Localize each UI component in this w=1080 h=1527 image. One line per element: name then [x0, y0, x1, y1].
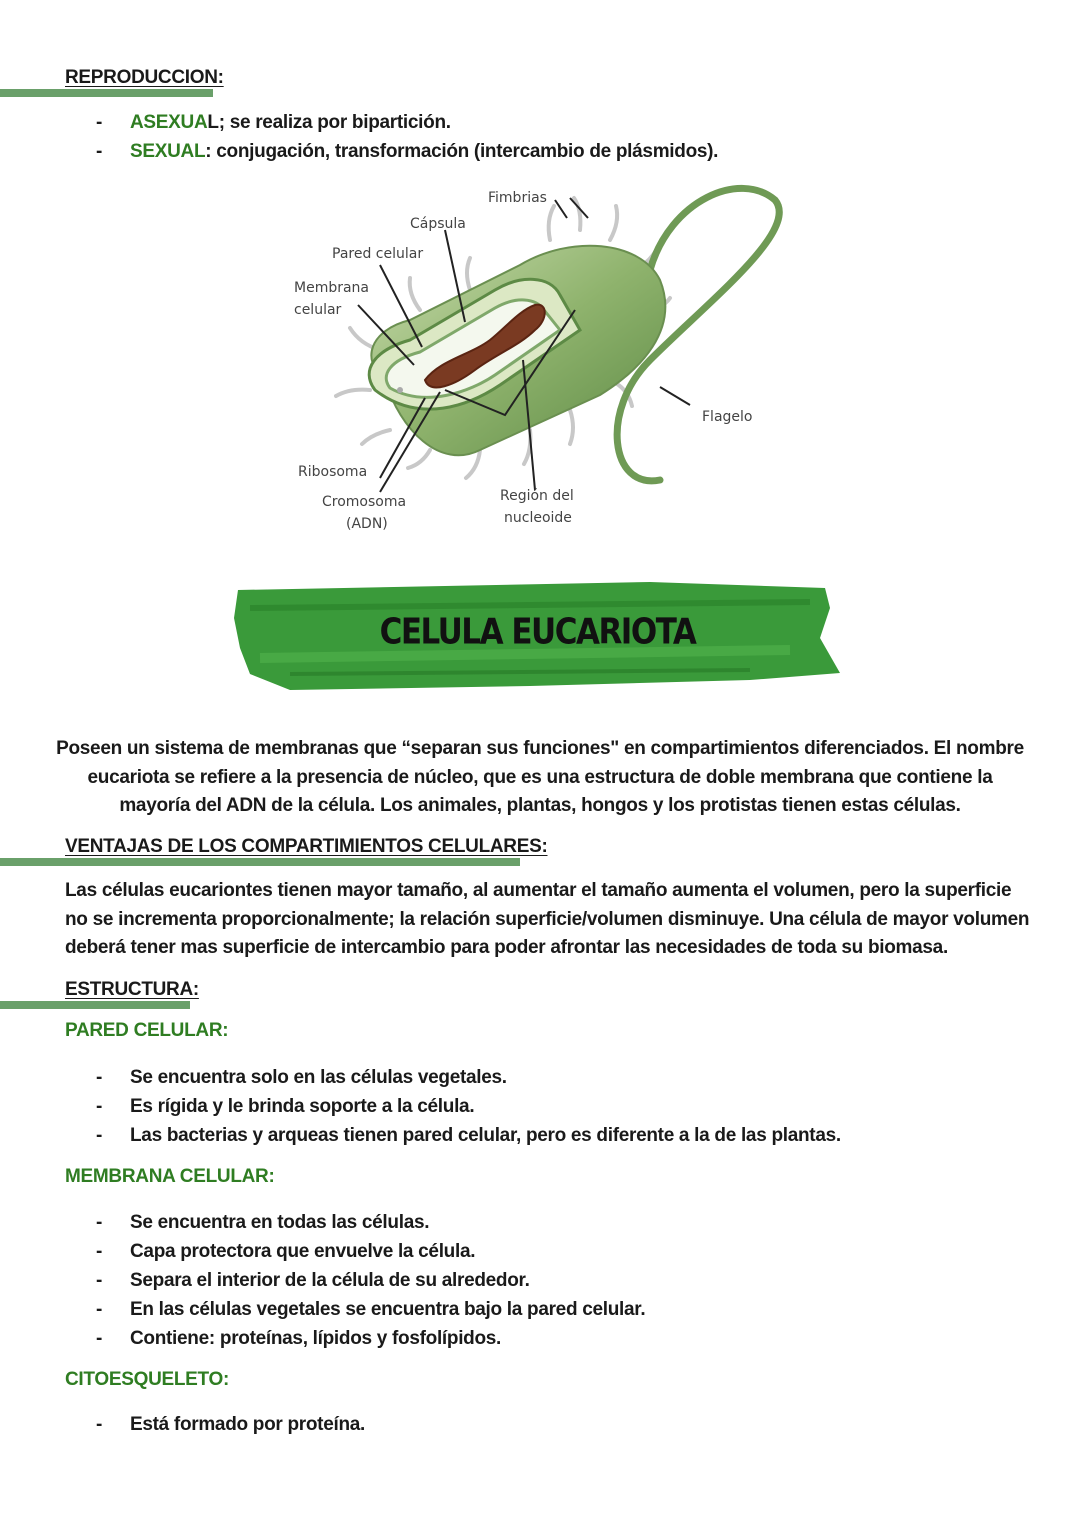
bullet-dash: -	[96, 1299, 103, 1320]
list-item	[96, 1237, 645, 1266]
banner-title: CELULA EUCARIOTA	[379, 611, 696, 653]
bullet-dash: -	[96, 112, 103, 133]
asexual-term: ASEXUA	[130, 112, 208, 133]
list-item	[96, 1266, 645, 1295]
label-cromosoma-2: (ADN)	[346, 516, 388, 532]
heading-underline-bar	[0, 89, 213, 97]
ventajas-line: Las células eucariontes tienen mayor tamaño, al aumentar el tamaño aumenta el volumen, pero la superficie	[65, 880, 1012, 901]
list-item	[96, 1295, 645, 1324]
list-item	[96, 1063, 841, 1092]
list-item-text: Es rígida y le brinda soporte a la célula.	[130, 1096, 475, 1117]
list-item	[96, 1092, 841, 1121]
heading-underline-bar	[0, 1001, 190, 1009]
estructura-heading: ESTRUCTURA:	[65, 979, 199, 1000]
bullet-dash: -	[96, 1414, 103, 1435]
label-membrana-2: celular	[294, 302, 342, 318]
list-item-text: Se encuentra en todas las células.	[130, 1212, 430, 1233]
list-item-text: Separa el interior de la célula de su alrededor.	[130, 1270, 530, 1291]
ventajas-line: no se incrementa proporcionalmente; la relación superficie/volumen disminuye. Una célula de mayor volumen	[65, 908, 1030, 930]
label-fimbrias: Fimbrias	[488, 190, 547, 206]
bullet-dash: -	[96, 1125, 103, 1146]
list-item-text: Está formado por proteína.	[130, 1414, 366, 1435]
sexual-term: SEXUAL	[130, 141, 206, 162]
ventajas-heading: VENTAJAS DE LOS COMPARTIMIENTOS CELULARES:	[65, 836, 548, 857]
bullet-dash: -	[96, 1328, 103, 1349]
label-capsula: Cápsula	[410, 216, 466, 232]
bullet-dash: -	[96, 1212, 103, 1233]
bullet-dash: -	[96, 1241, 103, 1262]
label-cromosoma-1: Cromosoma	[322, 494, 407, 510]
ventajas-line: deberá tener mas superficie de intercambio para poder afrontar las necesidades de toda su biomasa.	[65, 937, 948, 958]
intro-line: mayoría del ADN de la célula. Los animales, plantas, hongos y los protistas tienen estas células.	[119, 795, 961, 816]
asexual-text: L; se realiza por bipartición.	[207, 112, 451, 133]
label-region-1: Región del	[500, 488, 574, 504]
citoesqueleto-title: CITOESQUELETO:	[65, 1369, 230, 1390]
sexual-text: : conjugación, transformación (intercambio de plásmidos).	[205, 141, 719, 162]
pared-celular-list	[96, 1063, 841, 1150]
list-item	[96, 1121, 841, 1150]
bacteria-diagram	[280, 180, 800, 545]
reproduccion-list	[96, 108, 718, 166]
list-item-text: Contiene: proteínas, lípidos y fosfolípidos.	[130, 1328, 502, 1349]
ventajas-paragraph	[65, 877, 1055, 963]
list-item-text: Se encuentra solo en las células vegetales.	[130, 1067, 507, 1088]
bullet-dash: -	[96, 1096, 103, 1117]
list-item-text: Las bacterias y arqueas tienen pared celular, pero es diferente a la de las plantas.	[130, 1125, 841, 1146]
label-ribosoma: Ribosoma	[298, 464, 368, 480]
citoesqueleto-list	[96, 1410, 365, 1439]
intro-paragraph	[40, 735, 1040, 821]
list-item	[96, 1410, 365, 1439]
heading-underline-bar	[0, 858, 520, 866]
label-region-2: nucleoide	[504, 510, 572, 526]
pared-celular-title: PARED CELULAR:	[65, 1020, 229, 1041]
membrana-celular-title: MEMBRANA CELULAR:	[65, 1166, 275, 1187]
intro-line: eucariota se refiere a la presencia de núcleo, que es una estructura de doble membrana que contiene la	[87, 766, 993, 788]
label-pared-celular: Pared celular	[332, 246, 424, 262]
list-item	[96, 1208, 645, 1237]
bullet-dash: -	[96, 141, 103, 162]
membrana-celular-list	[96, 1208, 645, 1353]
label-flagelo: Flagelo	[702, 409, 753, 425]
bullet-dash: -	[96, 1270, 103, 1291]
bullet-dash: -	[96, 1067, 103, 1088]
reproduccion-heading: REPRODUCCION:	[65, 67, 224, 88]
list-item-text: Capa protectora que envuelve la célula.	[130, 1241, 476, 1262]
intro-line: Poseen un sistema de membranas que “separan sus funciones" en compartimientos diferenciados. El nombre	[56, 738, 1024, 759]
list-item	[96, 108, 718, 137]
list-item-text: En las células vegetales se encuentra bajo la pared celular.	[130, 1299, 646, 1320]
list-item	[96, 1324, 645, 1353]
label-membrana-1: Membrana	[294, 280, 370, 296]
list-item	[96, 137, 718, 166]
